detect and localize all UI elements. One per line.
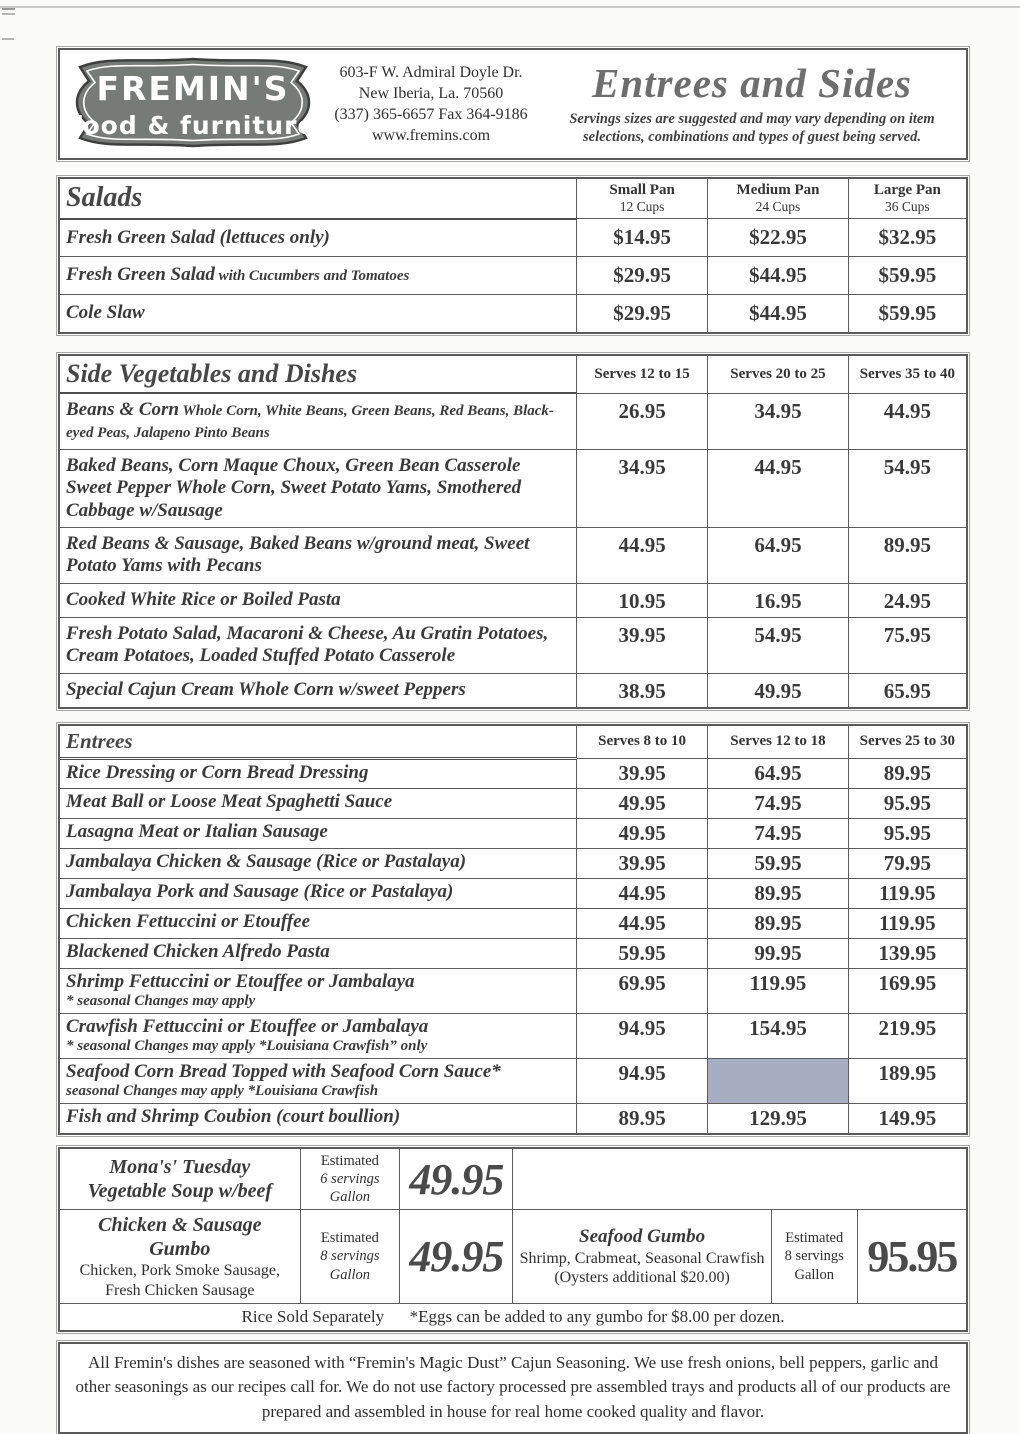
- price-cell: 119.95: [848, 878, 966, 908]
- item-label: Fresh Green Salad (lettuces only): [66, 226, 330, 248]
- price-cell: 54.95: [848, 449, 966, 527]
- menu-row: [60, 617, 966, 673]
- price-cell: 38.95: [576, 673, 707, 707]
- menu-row: [60, 583, 966, 617]
- item-note: * seasonal Changes may apply: [66, 993, 256, 1010]
- item-label: Special Cajun Cream Whole Corn w/sweet Peppers: [66, 678, 466, 700]
- salads-header-row: [60, 179, 966, 219]
- item-label: Baked Beans, Corn Maque Choux, Green Bean Casserole Sweet Pepper Whole Corn, Sweet Potato Yams, Smothered Cabbage w/Sausage: [66, 454, 522, 521]
- item-name: [60, 1058, 576, 1103]
- item-label: Cole Slaw: [66, 302, 145, 324]
- item-sublabel: with Cucumbers and Tomatoes: [214, 268, 410, 285]
- column-header: Serves 25 to 30: [848, 726, 966, 759]
- price-cell: 75.95: [848, 617, 966, 673]
- price-cell: 39.95: [576, 617, 707, 673]
- price-cell: 219.95: [848, 1013, 966, 1058]
- sides-section: [58, 354, 968, 709]
- item-label: Shrimp Fettuccini or Etouffee or Jambalaya: [66, 970, 415, 992]
- price-cell: 95.95: [848, 788, 966, 818]
- price-cell: 89.95: [848, 758, 966, 788]
- item-name: [513, 1210, 771, 1303]
- entrees-header-row: [60, 726, 966, 759]
- item-name: [60, 1210, 300, 1303]
- column-header: [848, 179, 966, 219]
- item-name: [60, 583, 576, 617]
- scan-artifact-mark: [2, 38, 14, 40]
- price-cell: 169.95: [848, 968, 966, 1013]
- gumbo-note-row: [60, 1303, 966, 1330]
- item-label: Chicken Fettuccini or Etouffee: [66, 910, 311, 932]
- title-block: [542, 59, 958, 146]
- item-label: Blackened Chicken Alfredo Pasta: [66, 940, 330, 962]
- gumbo-section: [58, 1147, 968, 1332]
- entrees-table: [60, 726, 966, 1133]
- item-name: [60, 1149, 300, 1210]
- price-cell: 39.95: [576, 848, 707, 878]
- item-label: Beans & Corn: [66, 399, 179, 420]
- menu-page: [58, 0, 968, 1434]
- item-label: Fish and Shrimp Coubion (court boullion): [66, 1105, 401, 1127]
- price-cell: 26.95: [576, 393, 707, 449]
- item-label: Crawfish Fettuccini or Etouffee or Jambalaya: [66, 1015, 429, 1037]
- salads-section-title: Salads: [60, 179, 576, 219]
- address-line1: 603-F W. Admiral Doyle Dr.: [339, 63, 523, 81]
- item-label: Red Beans & Sausage, Baked Beans w/ground meat, Sweet Potato Yams with Pecans: [66, 533, 530, 577]
- price-cell: 34.95: [576, 449, 707, 527]
- scan-artifact-mark: [2, 8, 15, 15]
- estimate-line: Estimated: [320, 1152, 379, 1169]
- price-cell: 154.95: [708, 1013, 848, 1058]
- item-name: [60, 219, 576, 257]
- price-cell: 94.95: [576, 1013, 707, 1058]
- price-cell: 44.95: [576, 528, 707, 584]
- page-title: Entrees and Sides: [592, 59, 912, 106]
- item-name: [60, 528, 576, 584]
- estimate-line: Gallon: [329, 1266, 371, 1283]
- page-header: [58, 48, 968, 160]
- price-cell: $29.95: [576, 257, 707, 295]
- entrees-section: [58, 724, 968, 1135]
- empty-cell: [513, 1149, 966, 1210]
- price-cell: 95.95: [857, 1210, 966, 1303]
- price-cell: 49.95: [400, 1149, 513, 1210]
- price-cell: 49.95: [576, 818, 707, 848]
- menu-row: [60, 393, 966, 449]
- price-cell: 64.95: [708, 528, 848, 584]
- contact-block: [320, 62, 542, 146]
- item-sublabel: (Oysters additional $20.00): [554, 1268, 730, 1286]
- item-label: Cooked White Rice or Boiled Pasta: [66, 588, 341, 610]
- price-cell: 49.95: [400, 1210, 513, 1303]
- col-label: Medium Pan: [736, 182, 820, 198]
- item-note: seasonal Changes may apply *Louisiana Crawfish: [66, 1083, 379, 1100]
- footer-text: All Fremin's dishes are seasoned with “Fremin's Magic Dust” Cajun Seasoning. We use fresh onions, bell peppers, garlic and other seasonings as our recipes call for. We do not use factory processed pre assembled trays and products all of our products are prepared and assembled in house for real home cooked quality and flavor.: [75, 1352, 951, 1421]
- menu-row: [60, 758, 966, 788]
- price-cell: 10.95: [576, 583, 707, 617]
- item-name: [60, 848, 576, 878]
- menu-row: [60, 449, 966, 527]
- price-cell: 89.95: [708, 878, 848, 908]
- price-cell: 16.95: [708, 583, 848, 617]
- logo-text-bottom: food & furniture: [70, 110, 316, 140]
- item-label: Lasagna Meat or Italian Sausage: [66, 820, 328, 842]
- menu-row: [60, 968, 966, 1013]
- footer-note: [58, 1342, 968, 1434]
- item-label: Meat Ball or Loose Meat Spaghetti Sauce: [66, 790, 393, 812]
- estimate-line: 8 servings: [320, 1248, 380, 1265]
- sides-table: [60, 356, 966, 707]
- item-label: Mona's' Tuesday: [109, 1156, 251, 1179]
- menu-row: [60, 908, 966, 938]
- item-name: [60, 257, 576, 295]
- price-cell: $22.95: [708, 219, 848, 257]
- menu-row: [60, 878, 966, 908]
- menu-row: [60, 257, 966, 295]
- item-sublabel: Whole Corn, White Beans, Green Beans, Red Beans, Black-eyed Peas, Jalapeno Pinto Beans: [66, 403, 554, 442]
- price-cell: 119.95: [848, 908, 966, 938]
- gumbo-row-chicken-seafood: [60, 1210, 966, 1303]
- salads-section: [58, 177, 968, 334]
- item-label: Jambalaya Chicken & Sausage (Rice or Pastalaya): [66, 850, 467, 872]
- price-cell: $44.95: [708, 295, 848, 333]
- gumbo-note: Rice Sold Separately *Eggs can be added to any gumbo for $8.00 per dozen.: [60, 1303, 966, 1330]
- price-cell: 89.95: [708, 908, 848, 938]
- price-cell: 74.95: [708, 818, 848, 848]
- price-cell: $32.95: [848, 219, 966, 257]
- menu-row: [60, 295, 966, 333]
- item-name: [60, 295, 576, 333]
- column-header: Serves 8 to 10: [576, 726, 707, 759]
- col-label: Large Pan: [873, 182, 941, 198]
- item-label: Chicken & Sausage Gumbo: [98, 1214, 262, 1261]
- price-cell: 34.95: [708, 393, 848, 449]
- column-header: [708, 179, 848, 219]
- column-header: Serves 35 to 40: [848, 356, 966, 393]
- price-cell: 119.95: [708, 968, 848, 1013]
- price-cell: 39.95: [576, 758, 707, 788]
- price-cell: $14.95: [576, 219, 707, 257]
- menu-row: [60, 938, 966, 968]
- estimate-line: Estimated: [320, 1230, 379, 1247]
- price-cell: 44.95: [848, 393, 966, 449]
- menu-row: [60, 528, 966, 584]
- item-name: [60, 449, 576, 527]
- item-label: Jambalaya Pork and Sausage (Rice or Pastalaya): [66, 880, 454, 902]
- item-name: [60, 878, 576, 908]
- item-label: Fresh Potato Salad, Macaroni & Cheese, Au Gratin Potatoes, Cream Potatoes, Loaded Stuffed Potato Casserole: [66, 622, 549, 667]
- highlighted-empty-cell: [708, 1058, 848, 1103]
- column-header: Serves 12 to 15: [576, 356, 707, 393]
- address-line2: New Iberia, La. 70560: [358, 84, 504, 102]
- estimate-line: 6 servings: [320, 1171, 380, 1188]
- menu-row: [60, 673, 966, 707]
- page-subtitle: Servings sizes are suggested and may vary depending on item selections, combinations and types of guest being served.: [569, 110, 935, 146]
- menu-row: [60, 1013, 966, 1058]
- col-sublabel: 12 Cups: [619, 199, 665, 214]
- item-name: [60, 673, 576, 707]
- fremins-badge-icon: [68, 51, 318, 153]
- price-cell: 139.95: [848, 938, 966, 968]
- col-sublabel: 24 Cups: [755, 199, 801, 214]
- price-cell: 59.95: [708, 848, 848, 878]
- column-header: [576, 179, 707, 219]
- item-note: * seasonal Changes may apply *Louisiana Crawfish” only: [66, 1038, 428, 1055]
- item-label: Seafood Corn Bread Topped with Seafood Corn Sauce*: [66, 1060, 501, 1082]
- sides-section-title: Side Vegetables and Dishes: [60, 356, 576, 393]
- serving-estimate: [300, 1149, 400, 1210]
- price-cell: 54.95: [708, 617, 848, 673]
- price-cell: 99.95: [708, 938, 848, 968]
- item-label: Seafood Gumbo: [579, 1225, 706, 1247]
- menu-row: [60, 818, 966, 848]
- price-cell: 65.95: [848, 673, 966, 707]
- salads-table: [60, 179, 966, 332]
- item-label: Vegetable Soup w/beef: [87, 1180, 272, 1203]
- logo-text-top: FREMIN'S: [96, 68, 290, 108]
- column-header: Serves 12 to 18: [708, 726, 848, 759]
- price-cell: 94.95: [576, 1058, 707, 1103]
- price-cell: $59.95: [848, 257, 966, 295]
- menu-row: [60, 788, 966, 818]
- col-sublabel: 36 Cups: [885, 199, 930, 214]
- estimate-line: Estimated: [785, 1230, 844, 1247]
- item-name: [60, 1103, 576, 1133]
- price-cell: $59.95: [848, 295, 966, 333]
- sides-header-row: [60, 356, 966, 393]
- price-cell: 44.95: [708, 449, 848, 527]
- item-label: Fresh Green Salad: [66, 264, 215, 286]
- item-name: [60, 938, 576, 968]
- price-cell: 149.95: [848, 1103, 966, 1133]
- item-name: [60, 758, 576, 788]
- price-cell: 95.95: [848, 818, 966, 848]
- entrees-section-title: Entrees: [60, 726, 576, 759]
- item-name: [60, 393, 576, 449]
- item-name: [60, 908, 576, 938]
- column-header: Serves 20 to 25: [708, 356, 848, 393]
- estimate-line: Gallon: [329, 1189, 371, 1206]
- price-cell: 189.95: [848, 1058, 966, 1103]
- serving-estimate: [771, 1210, 857, 1303]
- phone-line: (337) 365-6657 Fax 364-9186: [334, 106, 528, 123]
- menu-row: [60, 1103, 966, 1133]
- item-label: Rice Dressing or Corn Bread Dressing: [66, 761, 369, 783]
- price-cell: 64.95: [708, 758, 848, 788]
- estimate-line: Gallon: [794, 1266, 834, 1283]
- price-cell: 44.95: [576, 908, 707, 938]
- item-name: [60, 1013, 576, 1058]
- menu-row: [60, 219, 966, 257]
- gumbo-table: [60, 1149, 966, 1330]
- price-cell: 44.95: [576, 878, 707, 908]
- price-cell: 74.95: [708, 788, 848, 818]
- serving-estimate: [300, 1210, 400, 1303]
- estimate-line: 8 servings: [784, 1248, 844, 1265]
- price-cell: 129.95: [708, 1103, 848, 1133]
- scan-artifact-line: [0, 6, 1020, 8]
- price-cell: 49.95: [708, 673, 848, 707]
- website: www.fremins.com: [371, 127, 491, 145]
- item-sublabel: Shrimp, Crabmeat, Seasonal Crawfish: [519, 1249, 765, 1267]
- price-cell: 89.95: [576, 1103, 707, 1133]
- price-cell: 89.95: [848, 528, 966, 584]
- gumbo-row-mona: [60, 1149, 966, 1210]
- price-cell: 69.95: [576, 968, 707, 1013]
- price-cell: 49.95: [576, 788, 707, 818]
- price-cell: 79.95: [848, 848, 966, 878]
- item-name: [60, 818, 576, 848]
- col-label: Small Pan: [609, 182, 675, 198]
- menu-row: [60, 1058, 966, 1103]
- item-name: [60, 617, 576, 673]
- menu-row: [60, 848, 966, 878]
- item-name: [60, 788, 576, 818]
- price-cell: 59.95: [576, 938, 707, 968]
- item-sublabel: Chicken, Pork Smoke Sausage, Fresh Chicken Sausage: [79, 1262, 280, 1299]
- price-cell: 24.95: [848, 583, 966, 617]
- price-cell: $44.95: [708, 257, 848, 295]
- fremins-logo: [68, 51, 320, 158]
- price-cell: $29.95: [576, 295, 707, 333]
- item-name: [60, 968, 576, 1013]
